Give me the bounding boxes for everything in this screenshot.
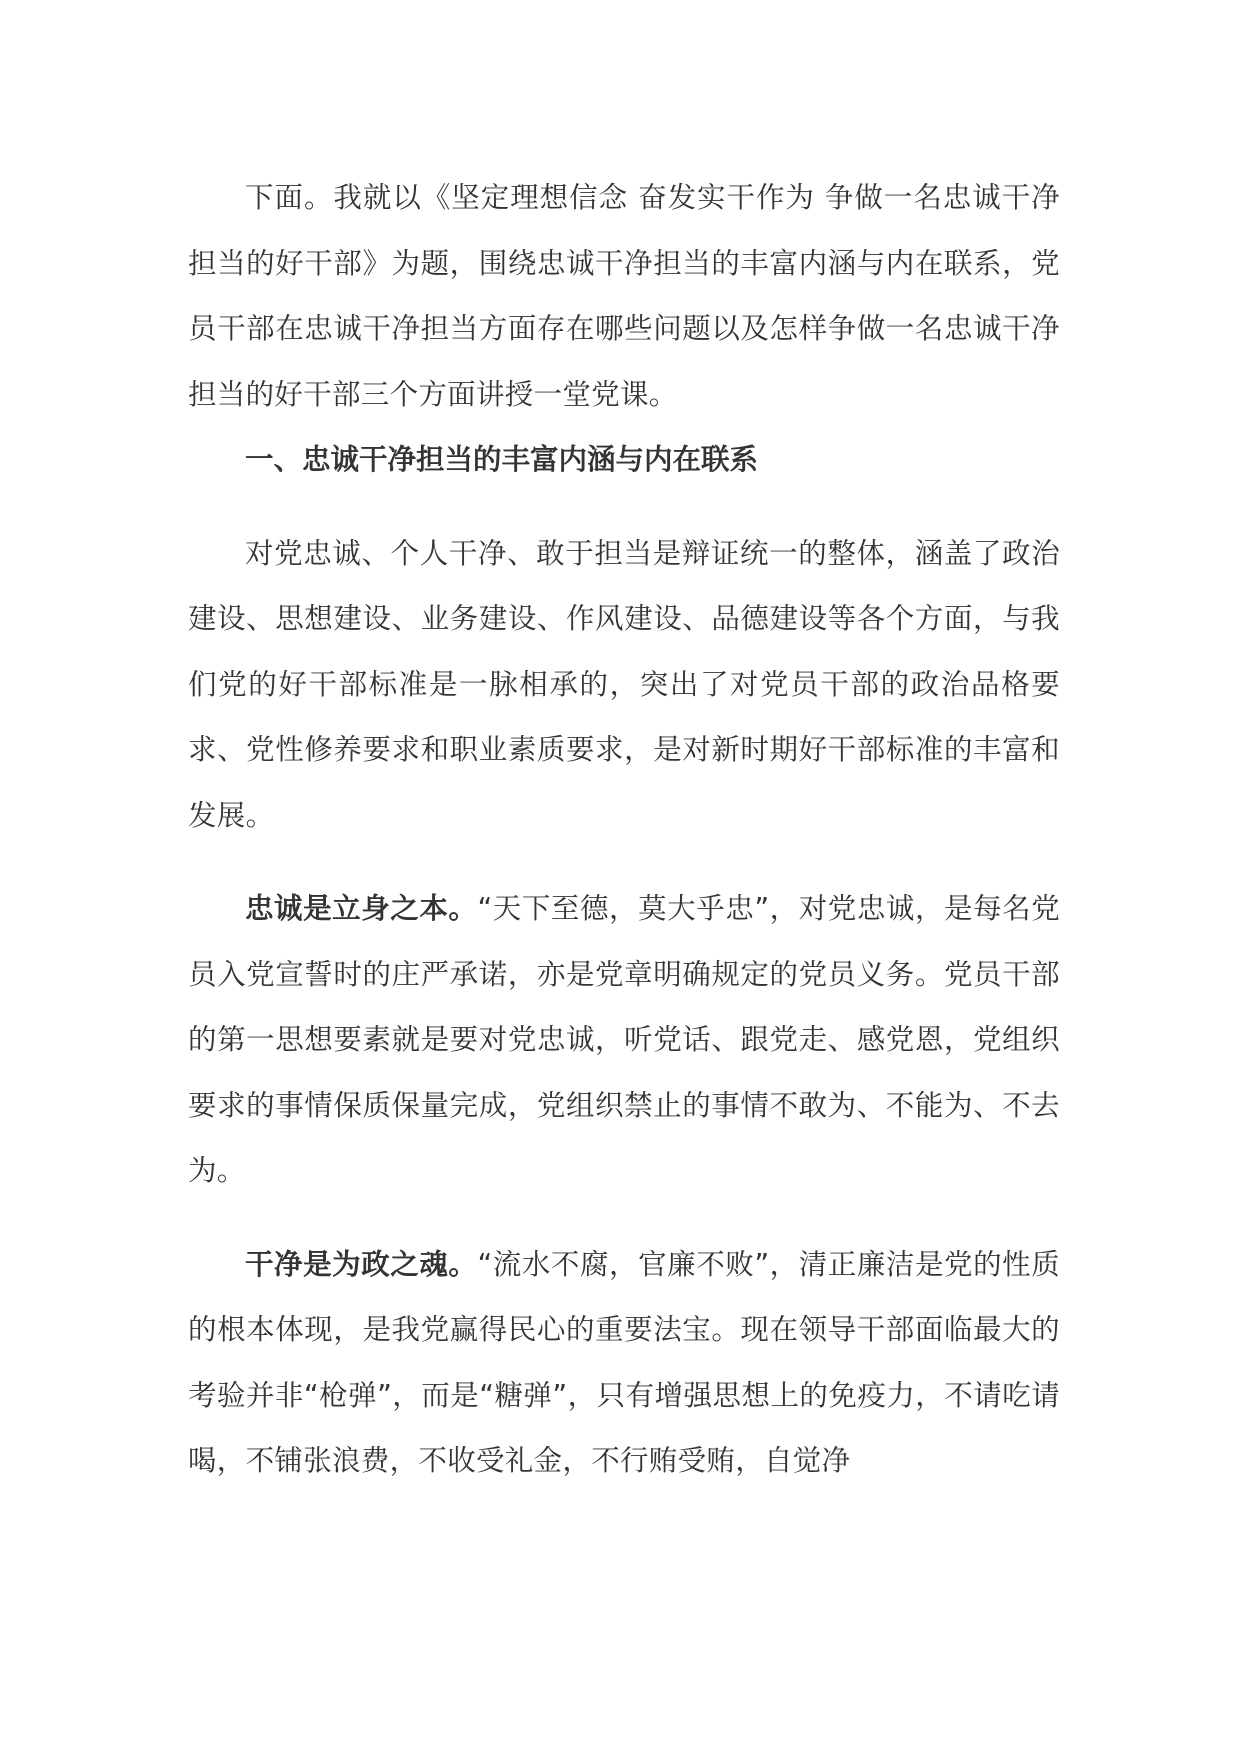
integrity-text: “流水不腐，官廉不败”，清正廉洁是党的性质的根本体现，是我党赢得民心的重要法宝。现在领导干部面临最大的考验并非“枪弹”，而是“糖弹”，只有增强思想上的免疫力，不请吃请喝，不铺张浪费，不收受礼金，不行贿受贿，自觉净 xyxy=(188,1247,1060,1477)
overview-paragraph xyxy=(188,521,1060,849)
integrity-lead: 干净是为政之魂。 xyxy=(245,1247,478,1281)
loyalty-lead: 忠诚是立身之本。 xyxy=(245,892,478,925)
intro-paragraph xyxy=(188,165,1060,427)
document-body xyxy=(188,165,1060,1494)
section-heading: 一、忠诚干净担当的丰富内涵与内在联系 xyxy=(245,443,759,476)
integrity-paragraph xyxy=(188,1232,1060,1494)
overview-text: 对党忠诚、个人干净、敢于担当是辩证统一的整体，涵盖了政治建设、思想建设、业务建设、作风建设、品德建设等各个方面，与我们党的好干部标准是一脉相承的，突出了对党员干部的政治品格要求、党性修养要求和职业素质要求，是对新时期好干部标准的丰富和发展。 xyxy=(188,536,1060,832)
loyalty-paragraph xyxy=(188,876,1060,1204)
intro-text: 下面。我就以《坚定理想信念 奋发实干作为 争做一名忠诚干净担当的好干部》为题，围绕忠诚干净担当的丰富内涵与内在联系，党员干部在忠诚干净担当方面存在哪些问题以及怎样争做一名忠诚干净担当的好干部三个方面讲授一堂党课。 xyxy=(188,181,1060,411)
loyalty-text: “天下至德，莫大乎忠”，对党忠诚，是每名党员入党宣誓时的庄严承诺，亦是党章明确规定的党员义务。党员干部的第一思想要素就是要对党忠诚，听党话、跟党走、感党恩，党组织要求的事情保质保量完成，党组织禁止的事情不敢为、不能为、不去为。 xyxy=(188,892,1060,1187)
